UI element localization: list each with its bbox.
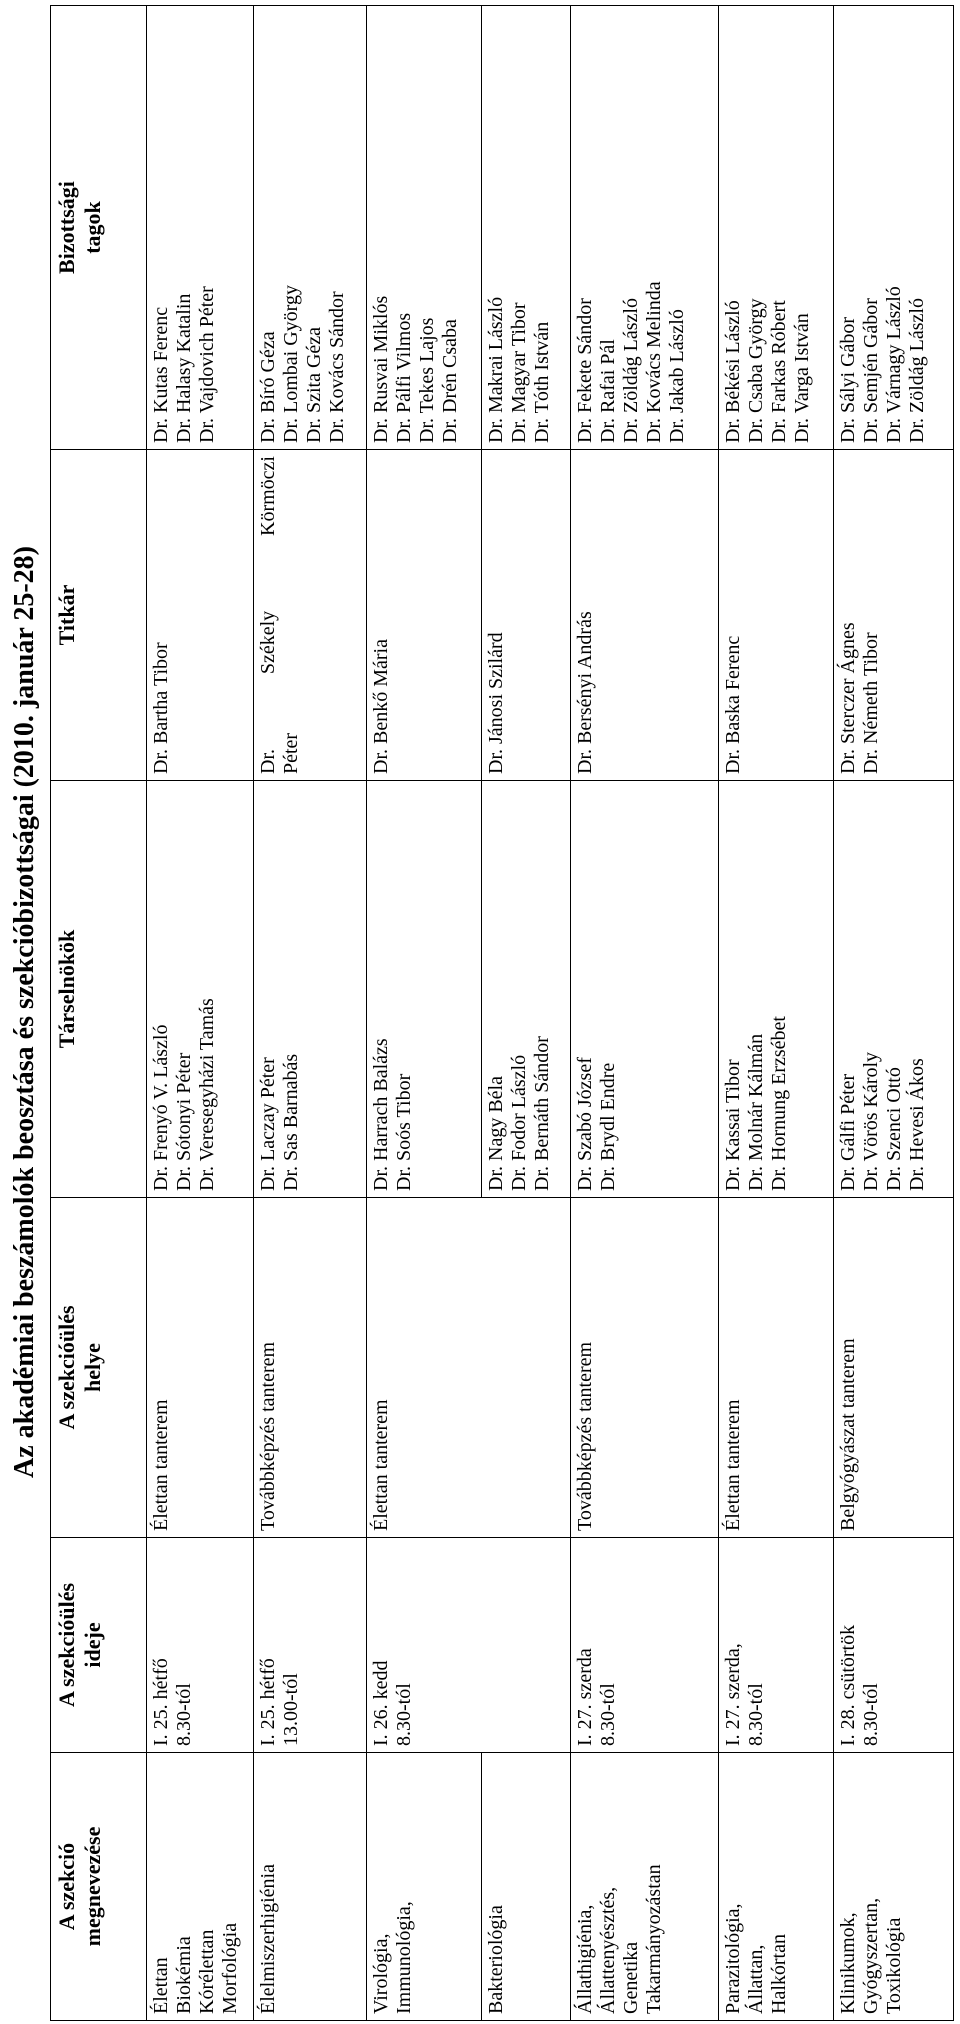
schedule-table: [50, 5, 954, 2021]
cell-titkar: Dr. Székely Körmöczi Péter: [254, 450, 367, 781]
cell-tagok: Dr. Bíró Géza Dr. Lombai György Dr. Szita Géza Dr. Kovács Sándor: [254, 6, 367, 450]
table-row: [366, 6, 482, 2021]
cell-ideje: I. 25. hétfő 13.00-tól: [254, 1538, 367, 1753]
cell-szekcio: Bakteriológia: [482, 1753, 571, 2021]
cell-titkar: Dr. Baska Ferenc: [719, 450, 834, 781]
header-titkar: Titkár: [51, 450, 147, 781]
cell-tarselnokok: Dr. Nagy Béla Dr. Fodor László Dr. Bernáth Sándor: [482, 781, 571, 1198]
cell-helye: Élettan tanterem: [366, 1198, 571, 1538]
cell-tarselnokok: Dr. Gálfi Péter Dr. Vörös Károly Dr. Szenci Ottó Dr. Hevesi Ákos: [833, 781, 953, 1198]
table-row: [147, 6, 254, 2021]
cell-szekcio: Parazitológia, Állattan, Halkórtan: [719, 1753, 834, 2021]
cell-titkar: Dr. Bartha Tibor: [147, 450, 254, 781]
header-tagok: Bizottsági tagok: [51, 6, 147, 450]
cell-tarselnokok: Dr. Kassai Tibor Dr. Molnár Kálmán Dr. Hornung Erzsébet: [719, 781, 834, 1198]
cell-ideje: I. 27. szerda, 8.30-tól: [719, 1538, 834, 1753]
cell-helye: Továbbképzés tanterem: [571, 1198, 719, 1538]
cell-tagok: Dr. Rusvai Miklós Dr. Pálfi Vilmos Dr. Tekes Lajos Dr. Drén Csaba: [366, 6, 482, 450]
cell-tagok: Dr. Fekete Sándor Dr. Rafai Pál Dr. Zöldág László Dr. Kovács Melinda Dr. Jakab László: [571, 6, 719, 450]
cell-helye: Belgyógyászat tanterem: [833, 1198, 953, 1538]
cell-szekcio: Klinikumok, Gyógyszertan, Toxikológia: [833, 1753, 953, 2021]
titkar-justified-line: Dr. Székely Körmöczi: [257, 456, 280, 774]
cell-ideje: I. 28. csütörtök 8.30-tól: [833, 1538, 953, 1753]
table-row: [254, 6, 367, 2021]
header-row: [51, 6, 147, 2021]
cell-tagok: Dr. Békési László Dr. Csaba György Dr. Farkas Róbert Dr. Varga István: [719, 6, 834, 450]
cell-tagok: Dr. Kutas Ferenc Dr. Halasy Katalin Dr. Vajdovich Péter: [147, 6, 254, 450]
cell-tarselnokok: Dr. Laczay Péter Dr. Sas Barnabás: [254, 781, 367, 1198]
cell-szekcio: Élelmiszerhigiénia: [254, 1753, 367, 2021]
header-ideje: A szekcióülés ideje: [51, 1538, 147, 1753]
cell-titkar: Dr. Sterczer Ágnes Dr. Németh Tibor: [833, 450, 953, 781]
cell-tarselnokok: Dr. Harrach Balázs Dr. Soós Tibor: [366, 781, 482, 1198]
table-row: [833, 6, 953, 2021]
header-szekcio: A szekció megnevezése: [51, 1753, 147, 2021]
cell-tarselnokok: Dr. Szabó József Dr. Brydl Endre: [571, 781, 719, 1198]
cell-szekcio: Állathigiénia, Állattenyésztés, Genetika Takarmányozástan: [571, 1753, 719, 2021]
cell-helye: Továbbképzés tanterem: [254, 1198, 367, 1538]
cell-titkar: Dr. Bersényi András: [571, 450, 719, 781]
document-title: Az akadémiai beszámolók beosztása és szekcióbizottságai (2010. január 25-28): [9, 546, 40, 1478]
cell-ideje: I. 26. kedd 8.30-tól: [366, 1538, 571, 1753]
cell-titkar: Dr. Jánosi Szilárd: [482, 450, 571, 781]
cell-titkar: Dr. Benkő Mária: [366, 450, 482, 781]
cell-ideje: I. 25. hétfő 8.30-tól: [147, 1538, 254, 1753]
cell-helye: Élettan tanterem: [147, 1198, 254, 1538]
cell-szekcio: Élettan Biokémia Kórélettan Morfológia: [147, 1753, 254, 2021]
cell-tarselnokok: Dr. Frenyó V. László Dr. Sótonyi Péter Dr. Veresegyházi Tamás: [147, 781, 254, 1198]
cell-helye: Élettan tanterem: [719, 1198, 834, 1538]
cell-szekcio: Virológia, Immunológia,: [366, 1753, 482, 2021]
table-row: [571, 6, 719, 2021]
header-helye: A szekcióülés helye: [51, 1198, 147, 1538]
table-row: [719, 6, 834, 2021]
cell-ideje: I. 27. szerda 8.30-tól: [571, 1538, 719, 1753]
cell-tagok: Dr. Makrai László Dr. Magyar Tibor Dr. Tóth István: [482, 6, 571, 450]
cell-tagok: Dr. Sályi Gábor Dr. Semjén Gábor Dr. Várnagy László Dr. Zöldág László: [833, 6, 953, 450]
header-tarselnokok: Társelnökök: [51, 781, 147, 1198]
